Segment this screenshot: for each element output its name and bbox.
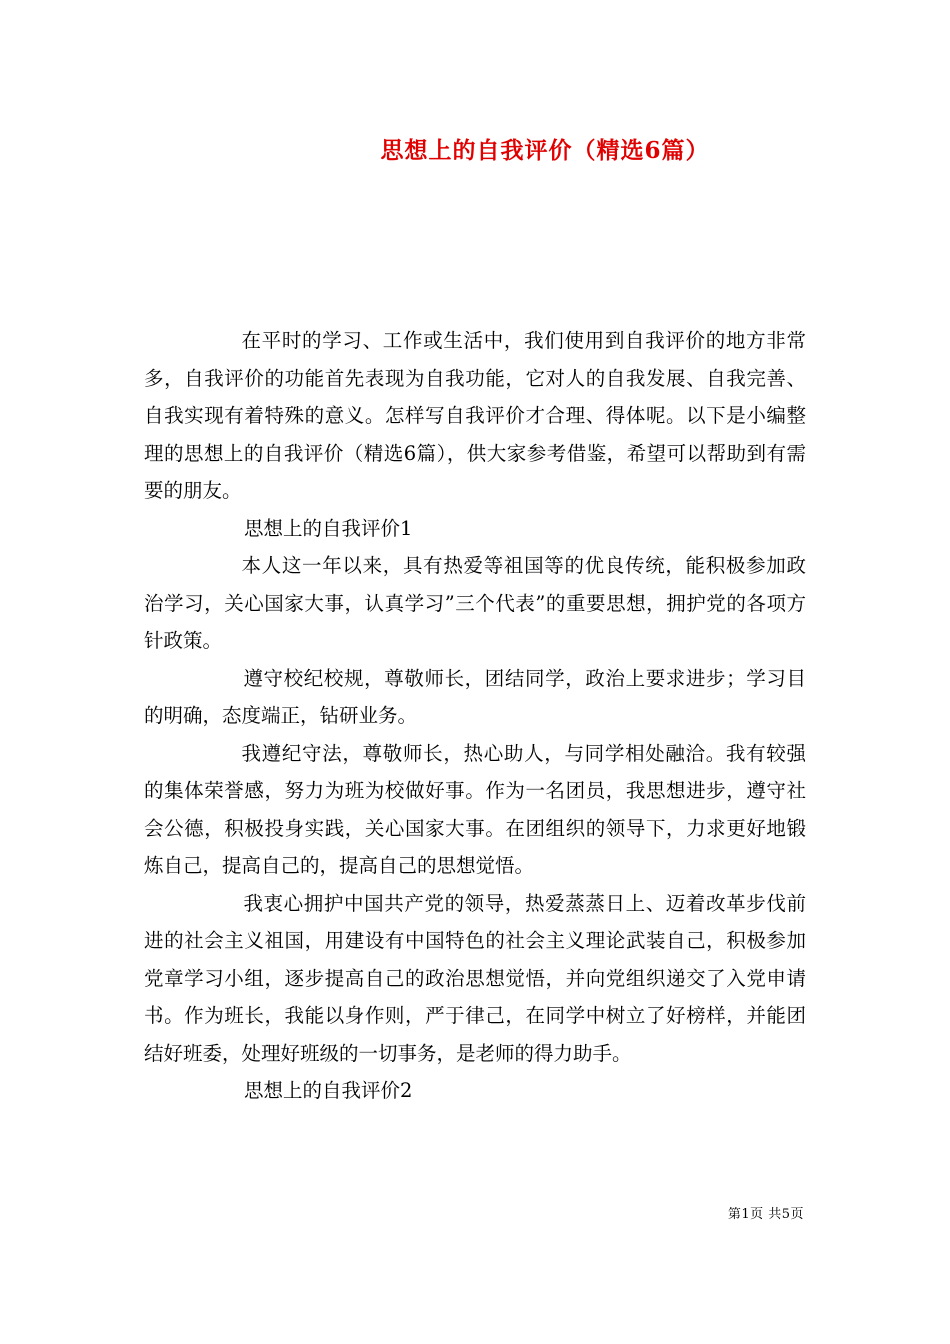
intro-paragraph: 在平时的学习、工作或生活中，我们使用到自我评价的地方非常多，自我评价的功能首先表现为自我功能，它对人的自我发展、自我完善、自我实现有着特殊的意义。怎样写自我评价才合理、得体呢。以下是小编整理的思想上的自我评价（精选6篇），供大家参考借鉴，希望可以帮助到有需要的朋友。 bbox=[144, 329, 806, 502]
document-title: 思想上的自我评价（精选6篇） bbox=[380, 137, 710, 164]
body-paragraph: 我遵纪守法，尊敬师长，热心助人，与同学相处融洽。我有较强的集体荣誉感，努力为班为校做好事。作为一名团员，我思想进步，遵守社会公德，积极投身实践，关心国家大事。在团组织的领导下，力求更好地锻炼自己，提高自己的，提高自己的思想觉悟。 bbox=[144, 741, 806, 877]
document-body bbox=[144, 322, 806, 1110]
body-paragraph: 遵守校纪校规，尊敬师长，团结同学，政治上要求进步；学习目的明确，态度端正，钻研业务。 bbox=[144, 666, 806, 727]
page-number-footer: 第1页 共5页 bbox=[727, 1207, 804, 1222]
section-heading-1: 思想上的自我评价1 bbox=[244, 516, 413, 540]
body-paragraph: 我衷心拥护中国共产党的领导，热爱蒸蒸日上、迈着改革步伐前进的社会主义祖国，用建设有中国特色的社会主义理论武装自己，积极参加党章学习小组，逐步提高自己的政治思想觉悟，并向党组织递交了入党申请书。作为班长，我能以身作则，严于律己，在同学中树立了好榜样，并能团结好班委，处理好班级的一切事务，是老师的得力助手。 bbox=[144, 891, 806, 1065]
body-paragraph: 本人这一年以来，具有热爱等祖国等的优良传统，能积极参加政治学习，关心国家大事，认真学习”三个代表”的重要思想，拥护党的各项方针政策。 bbox=[144, 554, 806, 652]
section-heading-2: 思想上的自我评价2 bbox=[244, 1079, 413, 1102]
